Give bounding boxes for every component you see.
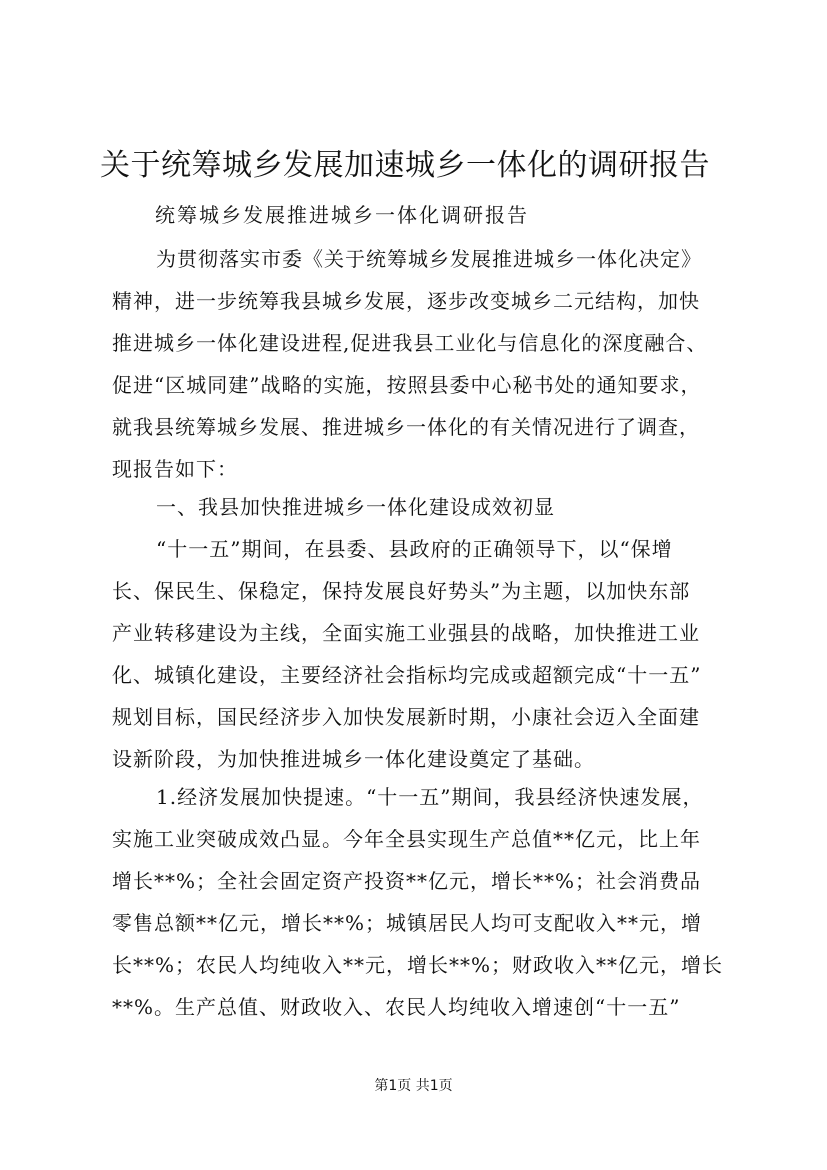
paragraph-line: 精神，进一步统筹我县城乡发展，逐步改变城乡二元结构，加快 [112, 289, 700, 313]
paragraph-achievements [112, 528, 742, 780]
paragraph-line: 就我县统筹城乡发展、推进城乡一体化的有关情况进行了调查， [112, 415, 700, 439]
paragraph-line: 化、城镇化建设，主要经济社会指标均完成或超额完成“十一五” [112, 663, 702, 687]
paragraph-line: 促进“区城同建”战略的实施，按照县委中心秘书处的通知要求， [112, 373, 702, 397]
document-subtitle: 统筹城乡发展推进城乡一体化调研报告 [155, 203, 529, 227]
paragraph-line: 推进城乡一体化建设进程,促进我县工业化与信息化的深度融合、 [112, 331, 708, 355]
paragraph-line: “十一五”期间，在县委、县政府的正确领导下，以“保增 [156, 537, 673, 561]
section-heading-text: 一、我县加快推进城乡一体化建设成效初显 [156, 495, 555, 519]
paragraph-line: 长**%；农民人均纯收入**元，增长**%；财政收入**亿元，增长 [112, 953, 724, 977]
paragraph-intro [112, 238, 742, 490]
document-title: 关于统筹城乡发展加速城乡一体化的调研报告 [100, 148, 710, 183]
paragraph-line: 为贯彻落实市委《关于统筹城乡发展推进城乡一体化决定》 [156, 247, 702, 271]
paragraph-economy [112, 776, 742, 1028]
paragraph-line: 现报告如下： [112, 457, 238, 481]
section-heading [112, 486, 742, 528]
paragraph-line: 实施工业突破成效凸显。今年全县实现生产总值**亿元，比上年 [112, 827, 701, 851]
paragraph-line: **%。生产总值、财政收入、农民人均纯收入增速创“十一五” [112, 995, 681, 1019]
paragraph-line: 长、保民生、保稳定，保持发展良好势头”为主题，以加快东部 [112, 579, 691, 603]
paragraph-line: 零售总额**亿元，增长**%；城镇居民人均可支配收入**元，增 [112, 911, 703, 935]
paragraph-line: 规划目标，国民经济步入加快发展新时期，小康社会迈入全面建 [112, 705, 700, 729]
page-number-footer: 第1页 共1页 [374, 1078, 453, 1094]
paragraph-line: 设新阶段，为加快推进城乡一体化建设奠定了基础。 [112, 747, 595, 771]
paragraph-line: 产业转移建设为主线，全面实施工业强县的战略，加快推进工业 [112, 621, 700, 645]
paragraph-line: 1.经济发展加快提速。“十一五”期间，我县经济快速发展， [156, 785, 704, 809]
paragraph-line: 增长**%；全社会固定资产投资**亿元，增长**%；社会消费品 [112, 869, 702, 893]
